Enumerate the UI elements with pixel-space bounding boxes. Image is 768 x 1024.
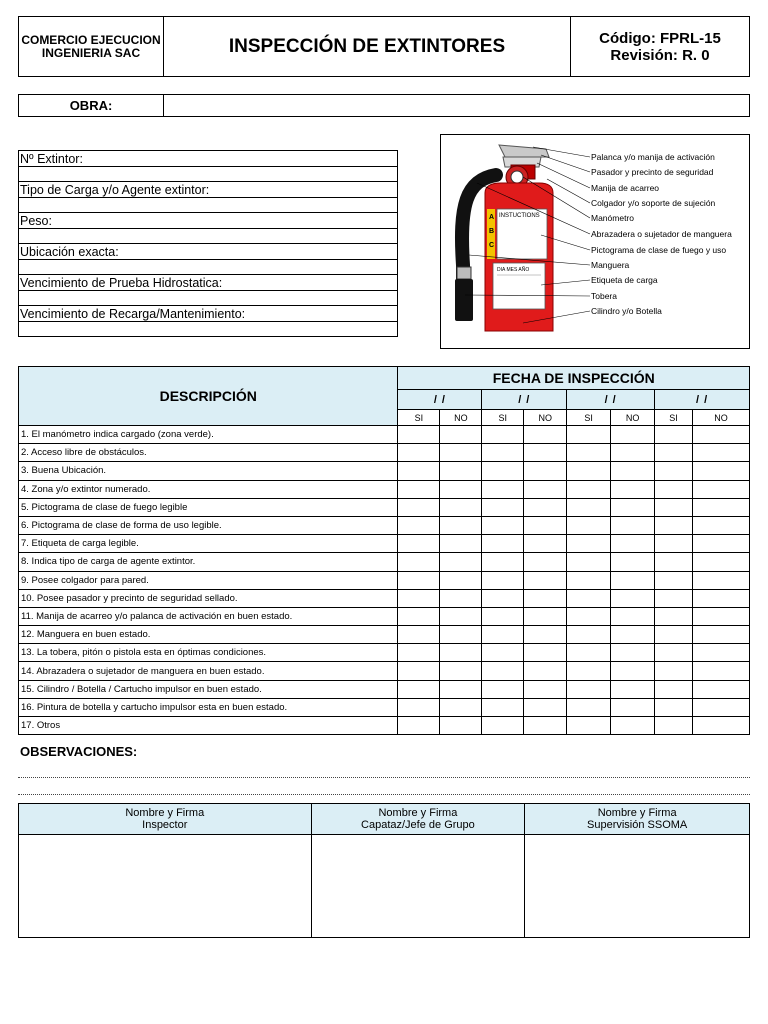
si-checkbox-cell[interactable]	[655, 480, 693, 498]
field-tipo-carga-input[interactable]	[19, 198, 398, 213]
inspection-row	[19, 553, 750, 571]
si-checkbox-cell[interactable]	[655, 644, 693, 662]
no-checkbox-cell[interactable]	[611, 717, 655, 735]
signature-header-capataz: Nombre y Firma Capataz/Jefe de Grupo	[311, 804, 525, 835]
signature-box-capataz[interactable]	[311, 835, 525, 938]
field-ubicacion: Ubicación exacta:	[19, 244, 398, 260]
inspection-item-description: 12. Manguera en buen estado.	[19, 626, 398, 644]
si-checkbox-cell[interactable]	[398, 444, 440, 462]
no-checkbox-cell[interactable]	[524, 698, 567, 716]
inspection-item-description: 11. Manija de acarreo y/o palanca de activación en buen estado.	[19, 607, 398, 625]
si-header: SI	[567, 410, 611, 426]
inspection-item-description: 3. Buena Ubicación.	[19, 462, 398, 480]
inspection-item-description: 14. Abrazadera o sujetador de manguera en buen estado.	[19, 662, 398, 680]
callout-etiqueta: Etiqueta de carga	[591, 275, 658, 285]
field-prueba-hidrostatica-input[interactable]	[19, 291, 398, 306]
signature-box-ssoma[interactable]	[525, 835, 750, 938]
inspection-item-description: 10. Posee pasador y precinto de seguridad sellado.	[19, 589, 398, 607]
extinguisher-diagram	[440, 134, 750, 349]
no-header: NO	[693, 410, 750, 426]
obra-label: OBRA:	[19, 95, 164, 116]
si-checkbox-cell[interactable]	[567, 426, 611, 444]
no-checkbox-cell[interactable]	[693, 444, 750, 462]
si-checkbox-cell[interactable]	[482, 680, 524, 698]
no-checkbox-cell[interactable]	[524, 444, 567, 462]
si-checkbox-cell[interactable]	[567, 498, 611, 516]
callout-pasador: Pasador y precinto de seguridad	[591, 167, 714, 177]
company-line2: INGENIERIA SAC	[41, 45, 141, 60]
no-checkbox-cell[interactable]	[524, 498, 567, 516]
no-checkbox-cell[interactable]	[524, 480, 567, 498]
no-header: NO	[611, 410, 655, 426]
abc-label: A	[489, 214, 495, 221]
field-peso-input[interactable]	[19, 229, 398, 244]
no-checkbox-cell[interactable]	[693, 589, 750, 607]
callout-pictograma: Pictograma de clase de fuego y uso	[591, 245, 727, 255]
si-checkbox-cell[interactable]	[655, 571, 693, 589]
no-checkbox-cell[interactable]	[611, 589, 655, 607]
no-checkbox-cell[interactable]	[611, 626, 655, 644]
si-checkbox-cell[interactable]	[567, 516, 611, 534]
no-checkbox-cell[interactable]	[693, 680, 750, 698]
si-checkbox-cell[interactable]	[482, 498, 524, 516]
callout-tobera: Tobera	[591, 291, 617, 301]
si-checkbox-cell[interactable]	[567, 698, 611, 716]
no-checkbox-cell[interactable]	[440, 516, 482, 534]
si-checkbox-cell[interactable]	[398, 498, 440, 516]
date-label: DIA MES AÑO	[497, 267, 530, 273]
no-checkbox-cell[interactable]	[611, 553, 655, 571]
observations-label: OBSERVACIONES:	[20, 744, 138, 759]
signature-header-inspector: Nombre y Firma Inspector	[19, 804, 312, 835]
field-prueba-hidrostatica: Vencimiento de Prueba Hidrostatica:	[19, 275, 398, 291]
si-checkbox-cell[interactable]	[398, 680, 440, 698]
si-checkbox-cell[interactable]	[567, 717, 611, 735]
no-checkbox-cell[interactable]	[693, 644, 750, 662]
inspection-row	[19, 535, 750, 553]
si-checkbox-cell[interactable]	[482, 589, 524, 607]
no-checkbox-cell[interactable]	[440, 571, 482, 589]
field-peso: Peso:	[19, 213, 398, 229]
form-title: INSPECCIÓN DE EXTINTORES	[164, 17, 571, 76]
si-checkbox-cell[interactable]	[655, 516, 693, 534]
si-header: SI	[398, 410, 440, 426]
no-checkbox-cell[interactable]	[611, 662, 655, 680]
si-checkbox-cell[interactable]	[482, 571, 524, 589]
svg-text:B: B	[489, 228, 495, 235]
no-checkbox-cell[interactable]	[693, 662, 750, 680]
no-checkbox-cell[interactable]	[440, 644, 482, 662]
si-checkbox-cell[interactable]	[398, 571, 440, 589]
inspection-item-description: 1. El manómetro indica cargado (zona verde).	[19, 426, 398, 444]
no-checkbox-cell[interactable]	[524, 516, 567, 534]
callout-palanca: Palanca y/o manija de activación	[591, 152, 715, 162]
si-checkbox-cell[interactable]	[398, 626, 440, 644]
no-checkbox-cell[interactable]	[524, 535, 567, 553]
no-checkbox-cell[interactable]	[693, 462, 750, 480]
si-checkbox-cell[interactable]	[482, 462, 524, 480]
no-checkbox-cell[interactable]	[524, 626, 567, 644]
form-code-block	[571, 17, 749, 76]
no-checkbox-cell[interactable]	[524, 607, 567, 625]
no-checkbox-cell[interactable]	[693, 516, 750, 534]
no-checkbox-cell[interactable]	[524, 462, 567, 480]
si-checkbox-cell[interactable]	[655, 426, 693, 444]
callout-cilindro: Cilindro y/o Botella	[591, 306, 662, 316]
si-checkbox-cell[interactable]	[482, 662, 524, 680]
form-code: Código: FPRL-15	[599, 29, 721, 47]
inspection-item-description: 2. Acceso libre de obstáculos.	[19, 444, 398, 462]
no-checkbox-cell[interactable]	[440, 480, 482, 498]
signature-box-inspector[interactable]	[19, 835, 312, 938]
no-checkbox-cell[interactable]	[440, 498, 482, 516]
si-checkbox-cell[interactable]	[482, 644, 524, 662]
si-checkbox-cell[interactable]	[482, 553, 524, 571]
no-checkbox-cell[interactable]	[440, 662, 482, 680]
si-checkbox-cell[interactable]	[398, 607, 440, 625]
no-checkbox-cell[interactable]	[440, 607, 482, 625]
inspection-row	[19, 589, 750, 607]
no-checkbox-cell[interactable]	[693, 607, 750, 625]
no-checkbox-cell[interactable]	[611, 571, 655, 589]
si-checkbox-cell[interactable]	[655, 626, 693, 644]
inspection-row	[19, 516, 750, 534]
si-header: SI	[482, 410, 524, 426]
inspection-items	[19, 426, 750, 735]
instructions-label: INSTUCTIONS	[499, 213, 540, 219]
si-checkbox-cell[interactable]	[482, 607, 524, 625]
inspection-item-description: 16. Pintura de botella y cartucho impulsor esta en buen estado.	[19, 698, 398, 716]
inspection-row	[19, 571, 750, 589]
inspection-item-description: 6. Pictograma de clase de forma de uso legible.	[19, 516, 398, 534]
si-checkbox-cell[interactable]	[655, 462, 693, 480]
no-checkbox-cell[interactable]	[611, 462, 655, 480]
no-checkbox-cell[interactable]	[611, 698, 655, 716]
no-checkbox-cell[interactable]	[440, 535, 482, 553]
date-slot-4[interactable]: / /	[655, 390, 750, 410]
si-checkbox-cell[interactable]	[398, 589, 440, 607]
no-checkbox-cell[interactable]	[693, 480, 750, 498]
date-slot-1[interactable]: / /	[398, 390, 482, 410]
si-checkbox-cell[interactable]	[655, 589, 693, 607]
field-numero-input[interactable]	[19, 167, 398, 182]
si-checkbox-cell[interactable]	[398, 662, 440, 680]
field-recarga: Vencimiento de Recarga/Mantenimiento:	[19, 306, 398, 322]
si-checkbox-cell[interactable]	[567, 644, 611, 662]
si-checkbox-cell[interactable]	[482, 698, 524, 716]
no-checkbox-cell[interactable]	[693, 535, 750, 553]
si-checkbox-cell[interactable]	[398, 698, 440, 716]
no-checkbox-cell[interactable]	[524, 589, 567, 607]
inspection-item-description: 9. Posee colgador para pared.	[19, 571, 398, 589]
company-name	[19, 17, 164, 76]
si-checkbox-cell[interactable]	[655, 444, 693, 462]
si-checkbox-cell[interactable]	[398, 480, 440, 498]
no-checkbox-cell[interactable]	[524, 644, 567, 662]
inspection-date-header: FECHA DE INSPECCIÓN	[398, 367, 750, 390]
si-checkbox-cell[interactable]	[567, 589, 611, 607]
si-checkbox-cell[interactable]	[567, 462, 611, 480]
si-checkbox-cell[interactable]	[567, 662, 611, 680]
no-checkbox-cell[interactable]	[524, 717, 567, 735]
form-header	[18, 16, 750, 77]
no-checkbox-cell[interactable]	[611, 680, 655, 698]
si-checkbox-cell[interactable]	[482, 480, 524, 498]
no-header: NO	[524, 410, 567, 426]
form-revision: Revisión: R. 0	[610, 46, 710, 64]
no-checkbox-cell[interactable]	[611, 426, 655, 444]
callout-manguera: Manguera	[591, 260, 630, 270]
inspection-row	[19, 626, 750, 644]
no-checkbox-cell[interactable]	[693, 571, 750, 589]
callout-manometro: Manómetro	[591, 213, 634, 223]
no-checkbox-cell[interactable]	[693, 426, 750, 444]
no-checkbox-cell[interactable]	[524, 571, 567, 589]
callout-manija: Manija de acarreo	[591, 183, 660, 193]
si-checkbox-cell[interactable]	[567, 553, 611, 571]
si-checkbox-cell[interactable]	[655, 662, 693, 680]
field-ubicacion-input[interactable]	[19, 260, 398, 275]
si-checkbox-cell[interactable]	[567, 480, 611, 498]
si-checkbox-cell[interactable]	[482, 444, 524, 462]
no-checkbox-cell[interactable]	[693, 626, 750, 644]
si-checkbox-cell[interactable]	[398, 462, 440, 480]
no-checkbox-cell[interactable]	[693, 553, 750, 571]
inspection-item-description: 13. La tobera, pitón o pistola esta en óptimas condiciones.	[19, 644, 398, 662]
inspection-table	[18, 366, 750, 735]
inspection-row	[19, 462, 750, 480]
field-recarga-input[interactable]	[19, 322, 398, 337]
date-slot-2[interactable]: / /	[482, 390, 567, 410]
inspection-row	[19, 607, 750, 625]
no-checkbox-cell[interactable]	[693, 498, 750, 516]
si-checkbox-cell[interactable]	[567, 444, 611, 462]
extinguisher-info-table	[18, 150, 398, 337]
no-checkbox-cell[interactable]	[440, 698, 482, 716]
inspection-row	[19, 644, 750, 662]
inspection-row	[19, 498, 750, 516]
no-checkbox-cell[interactable]	[440, 462, 482, 480]
observations-line-1[interactable]	[18, 777, 750, 778]
signature-header-ssoma: Nombre y Firma Supervisión SSOMA	[525, 804, 750, 835]
si-checkbox-cell[interactable]	[398, 535, 440, 553]
svg-text:C: C	[489, 242, 495, 249]
si-checkbox-cell[interactable]	[567, 607, 611, 625]
no-checkbox-cell[interactable]	[693, 698, 750, 716]
si-checkbox-cell[interactable]	[482, 535, 524, 553]
observations-line-2[interactable]	[18, 794, 750, 795]
inspection-item-description: 17. Otros	[19, 717, 398, 735]
no-checkbox-cell[interactable]	[440, 717, 482, 735]
no-checkbox-cell[interactable]	[611, 607, 655, 625]
no-checkbox-cell[interactable]	[440, 426, 482, 444]
no-checkbox-cell[interactable]	[440, 589, 482, 607]
inspection-item-description: 7. Etiqueta de carga legible.	[19, 535, 398, 553]
obra-field[interactable]	[164, 95, 749, 116]
signature-table	[18, 803, 750, 938]
inspection-item-description: 5. Pictograma de clase de fuego legible	[19, 498, 398, 516]
inspection-item-description: 4. Zona y/o extintor numerado.	[19, 480, 398, 498]
inspection-row	[19, 717, 750, 735]
callout-colgador: Colgador y/o soporte de sujeción	[591, 198, 716, 208]
inspection-row	[19, 444, 750, 462]
si-checkbox-cell[interactable]	[567, 680, 611, 698]
si-checkbox-cell[interactable]	[482, 717, 524, 735]
si-checkbox-cell[interactable]	[655, 553, 693, 571]
si-header: SI	[655, 410, 693, 426]
si-checkbox-cell[interactable]	[398, 717, 440, 735]
extinguisher-illustration	[441, 135, 749, 348]
inspection-row	[19, 480, 750, 498]
no-checkbox-cell[interactable]	[693, 717, 750, 735]
no-checkbox-cell[interactable]	[524, 426, 567, 444]
no-checkbox-cell[interactable]	[611, 535, 655, 553]
si-checkbox-cell[interactable]	[567, 626, 611, 644]
no-checkbox-cell[interactable]	[611, 516, 655, 534]
company-line1: COMERCIO EJECUCION	[21, 32, 161, 47]
si-checkbox-cell[interactable]	[567, 535, 611, 553]
inspection-row	[19, 662, 750, 680]
no-checkbox-cell[interactable]	[611, 498, 655, 516]
si-checkbox-cell[interactable]	[398, 553, 440, 571]
no-header: NO	[440, 410, 482, 426]
si-checkbox-cell[interactable]	[482, 426, 524, 444]
si-checkbox-cell[interactable]	[482, 516, 524, 534]
no-checkbox-cell[interactable]	[440, 680, 482, 698]
field-tipo-carga: Tipo de Carga y/o Agente extintor:	[19, 182, 398, 198]
si-checkbox-cell[interactable]	[398, 516, 440, 534]
field-numero: Nº Extintor:	[19, 151, 398, 167]
callout-abrazadera: Abrazadera o sujetador de manguera	[591, 229, 732, 239]
no-checkbox-cell[interactable]	[611, 480, 655, 498]
si-checkbox-cell[interactable]	[655, 680, 693, 698]
si-checkbox-cell[interactable]	[398, 426, 440, 444]
description-header: DESCRIPCIÓN	[19, 367, 398, 426]
si-checkbox-cell[interactable]	[655, 607, 693, 625]
inspection-item-description: 8. Indica tipo de carga de agente extintor.	[19, 553, 398, 571]
inspection-row	[19, 426, 750, 444]
si-checkbox-cell[interactable]	[655, 498, 693, 516]
no-checkbox-cell[interactable]	[611, 644, 655, 662]
si-checkbox-cell[interactable]	[567, 571, 611, 589]
inspection-row	[19, 680, 750, 698]
si-checkbox-cell[interactable]	[655, 535, 693, 553]
no-checkbox-cell[interactable]	[440, 553, 482, 571]
date-slot-3[interactable]: / /	[567, 390, 655, 410]
si-checkbox-cell[interactable]	[482, 626, 524, 644]
obra-row	[18, 94, 750, 117]
no-checkbox-cell[interactable]	[524, 680, 567, 698]
si-checkbox-cell[interactable]	[398, 644, 440, 662]
si-checkbox-cell[interactable]	[655, 717, 693, 735]
no-checkbox-cell[interactable]	[524, 662, 567, 680]
no-checkbox-cell[interactable]	[524, 553, 567, 571]
si-checkbox-cell[interactable]	[655, 698, 693, 716]
no-checkbox-cell[interactable]	[611, 444, 655, 462]
inspection-row	[19, 698, 750, 716]
inspection-item-description: 15. Cilindro / Botella / Cartucho impulsor en buen estado.	[19, 680, 398, 698]
no-checkbox-cell[interactable]	[440, 444, 482, 462]
no-checkbox-cell[interactable]	[440, 626, 482, 644]
